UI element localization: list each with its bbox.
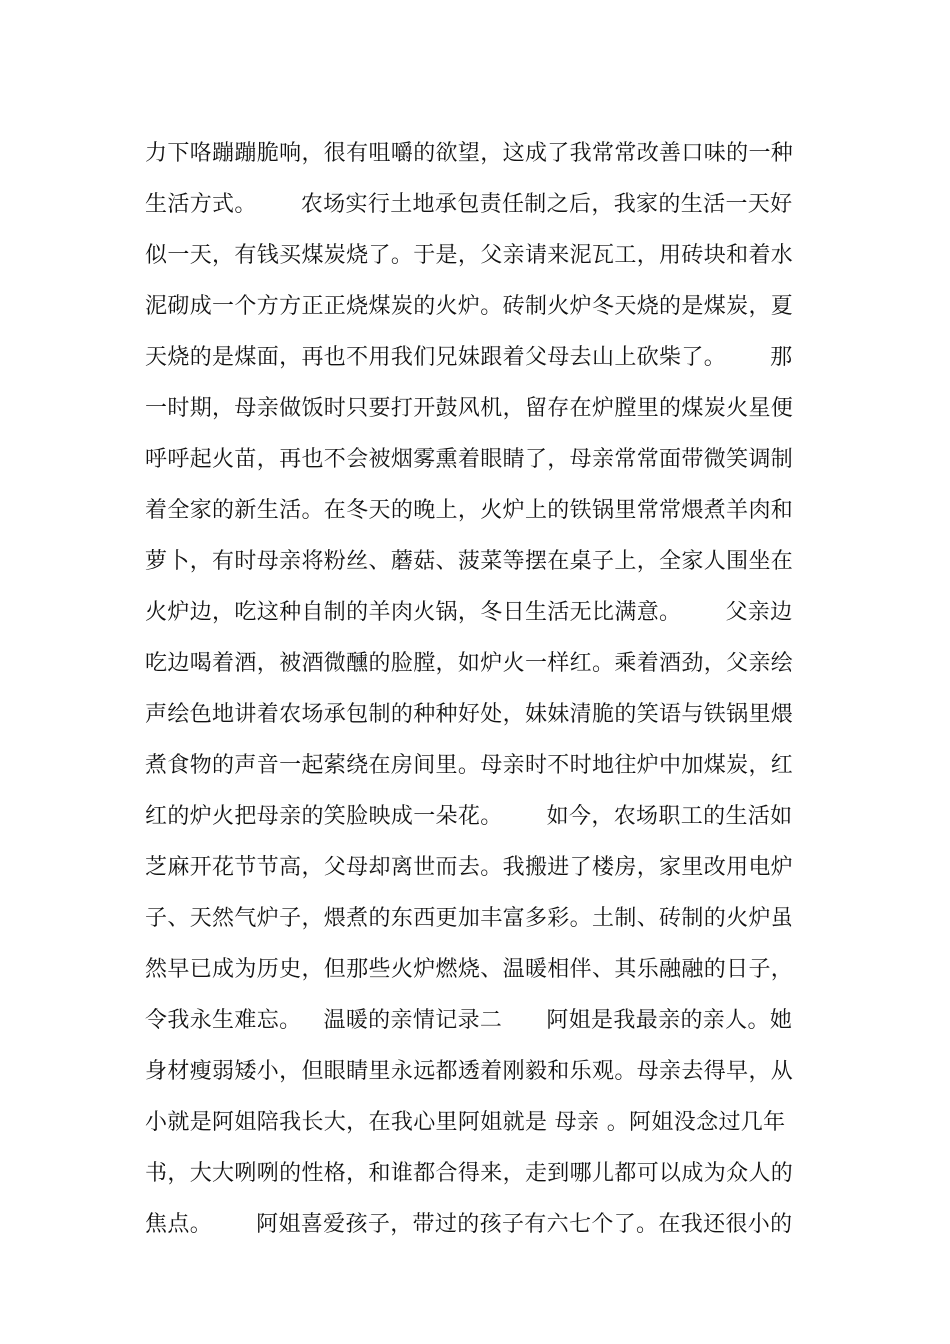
document-body xyxy=(145,128,810,1250)
text-line: 天烧的是煤面，再也不用我们兄妹跟着父母去山上砍柴了。 那 xyxy=(145,345,793,370)
text-line: 红的炉火把母亲的笑脸映成一朵花。 如今，农场职工的生活如 xyxy=(145,804,793,829)
text-line: 焦点。 阿姐喜爱孩子，带过的孩子有六七个了。在我还很小的 xyxy=(145,1212,793,1237)
text-line: 身材瘦弱矮小，但眼睛里永远都透着刚毅和乐观。母亲去得早，从 xyxy=(145,1059,794,1084)
text-line: 泥砌成一个方方正正烧煤炭的火炉。砖制火炉冬天烧的是煤炭，夏 xyxy=(145,294,794,319)
text-line: 然早已成为历史，但那些火炉燃烧、温暖相伴、其乐融融的日子， xyxy=(145,957,794,982)
text-line: 萝卜，有时母亲将粉丝、蘑菇、菠菜等摆在桌子上，全家人围坐在 xyxy=(145,549,794,574)
text-line: 一时期，母亲做饭时只要打开鼓风机，留存在炉膛里的煤炭火星便 xyxy=(145,396,794,421)
text-line: 子、天然气炉子，煨煮的东西更加丰富多彩。土制、砖制的火炉虽 xyxy=(145,906,794,931)
text-line: 生活方式。 农场实行土地承包责任制之后，我家的生活一天好 xyxy=(145,192,793,217)
text-line: 火炉边，吃这种自制的羊肉火锅，冬日生活无比满意。 父亲边 xyxy=(145,600,793,625)
text-line: 呼呼起火苗，再也不会被烟雾熏着眼睛了，母亲常常面带微笑调制 xyxy=(145,447,794,472)
text-line: 声绘色地讲着农场承包制的种种好处，妹妹清脆的笑语与铁锅里煨 xyxy=(145,702,794,727)
text-line: 吃边喝着酒，被酒微醺的脸膛，如炉火一样红。乘着酒劲，父亲绘 xyxy=(145,651,794,676)
text-line: 力下咯蹦蹦脆响，很有咀嚼的欲望，这成了我常常改善口味的一种 xyxy=(145,141,794,166)
text-line: 似一天，有钱买煤炭烧了。于是，父亲请来泥瓦工，用砖块和着水 xyxy=(145,243,794,268)
text-line: 煮食物的声音一起萦绕在房间里。母亲时不时地往炉中加煤炭，红 xyxy=(145,753,794,778)
text-line: 令我永生难忘。 温暖的亲情记录二 阿姐是我最亲的亲人。她 xyxy=(145,1008,793,1033)
text-line: 小就是阿姐陪我长大，在我心里阿姐就是 母亲 。阿姐没念过几年 xyxy=(145,1110,786,1135)
text-line: 着全家的新生活。在冬天的晚上，火炉上的铁锅里常常煨煮羊肉和 xyxy=(145,498,794,523)
text-line: 书，大大咧咧的性格，和谁都合得来，走到哪儿都可以成为众人的 xyxy=(145,1161,794,1186)
text-line: 芝麻开花节节高，父母却离世而去。我搬进了楼房，家里改用电炉 xyxy=(145,855,794,880)
